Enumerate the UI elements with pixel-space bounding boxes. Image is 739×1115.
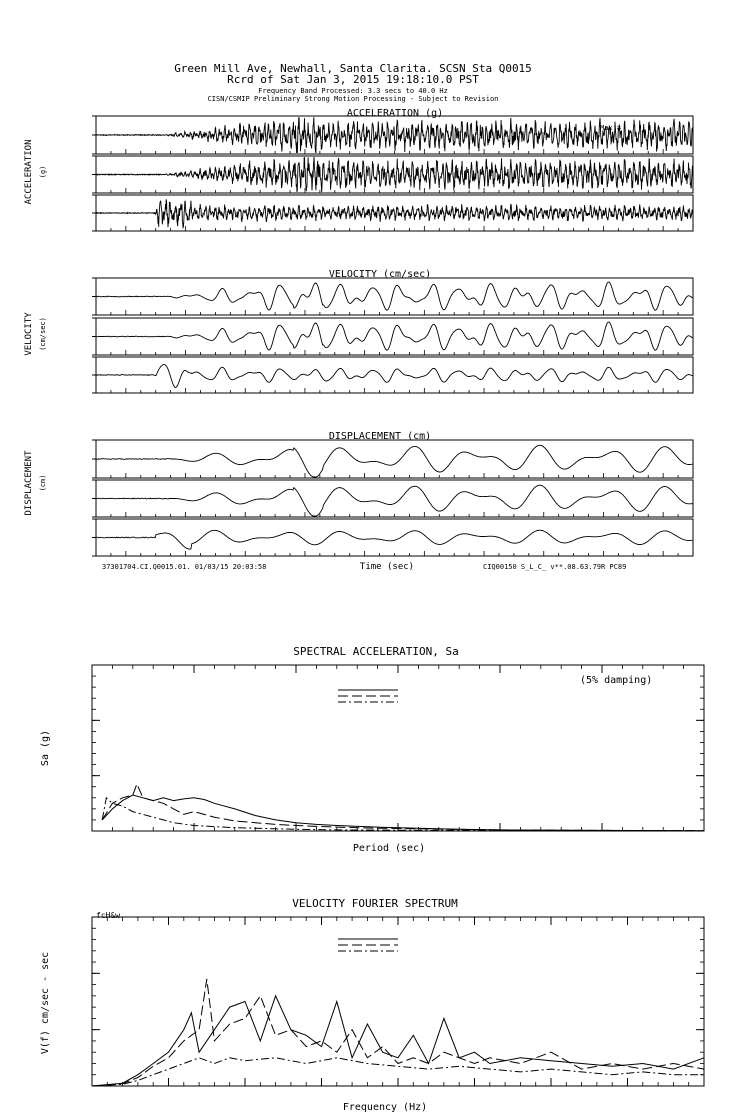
plot-frame (92, 917, 704, 1086)
sa-damping-note: (5% damping) (580, 675, 653, 686)
displacement-title: DISPLACEMENT (cm) (328, 431, 432, 442)
strip-frame (96, 519, 693, 556)
displacement-traces (24, 431, 693, 556)
waveform-trace (96, 445, 692, 477)
spectral-acceleration-chart (40, 645, 704, 854)
header-frequency-band: Frequency Band Processed: 3.3 secs to 40.0 Hz (258, 87, 448, 95)
waveform-trace (96, 485, 692, 516)
sa-xlabel: Period (sec) (352, 843, 426, 854)
waveform-trace (96, 322, 692, 350)
velocity-fourier-spectrum-chart (40, 897, 704, 1113)
max-label: Max = (600, 124, 622, 132)
footer-processing-id: CIQ00150 S_L_C_ v**.08.63.79R PC89 (483, 563, 627, 571)
report-header (174, 62, 532, 103)
series-line (102, 784, 704, 831)
sa-ylabel: Sa (g) (40, 729, 51, 767)
waveform-trace (96, 199, 693, 227)
time-axis (360, 562, 414, 572)
trace-strip (92, 519, 693, 556)
strip-frame (96, 480, 693, 517)
waveform-trace (96, 530, 692, 549)
series-line (92, 979, 704, 1086)
velocity-title: VELOCITY (cm/sec) (328, 269, 432, 280)
acceleration-yunit: (g) (39, 165, 47, 179)
waveform-trace (96, 157, 693, 192)
waveform-trace (96, 365, 692, 388)
waveform-trace (96, 282, 692, 310)
displacement-ylabel: DISPLACEMENT (24, 450, 34, 516)
vfs-ylabel: V(f) cm/sec - sec (40, 951, 51, 1055)
trace-strip (92, 318, 693, 355)
waveform-trace (96, 117, 693, 153)
vfs-xlabel: Frequency (Hz) (342, 1102, 428, 1113)
footer-record-id: 37301704.CI.Q0015.01. 01/03/15 20:03:58 (102, 563, 267, 571)
vfs-corner-label: fcH&w (96, 911, 121, 920)
velocity-ylabel: VELOCITY (24, 312, 34, 356)
trace-strip (92, 440, 693, 478)
header-processing-note: CISN/CSMIP Preliminary Strong Motion Processing - Subject to Revision (207, 95, 499, 103)
trace-strip (92, 156, 693, 193)
trace-strip (92, 480, 693, 517)
velocity-traces (24, 269, 693, 393)
trace-strip (92, 116, 693, 154)
trace-strip (92, 357, 693, 393)
strip-frame (96, 440, 693, 478)
acceleration-traces (24, 108, 693, 231)
series-line (102, 798, 704, 831)
time-axis-label: Time (sec) (359, 562, 415, 572)
trace-strip (92, 278, 693, 315)
velocity-yunit: (cm/sec) (39, 317, 47, 351)
header-station-line: Green Mill Ave, Newhall, Santa Clarita. SCSN Sta Q0015 (174, 62, 532, 75)
sa-title: SPECTRAL ACCELERATION, Sa (293, 645, 459, 658)
vfs-title: VELOCITY FOURIER SPECTRUM (292, 897, 458, 910)
displacement-yunit: (cm) (39, 474, 47, 492)
trace-strip (92, 195, 693, 231)
acceleration-title: ACCELERATION (g) (346, 108, 444, 119)
header-record-line: Rcrd of Sat Jan 3, 2015 19:18:10.0 PST (227, 73, 479, 86)
acceleration-ylabel: ACCELERATION (24, 139, 34, 205)
